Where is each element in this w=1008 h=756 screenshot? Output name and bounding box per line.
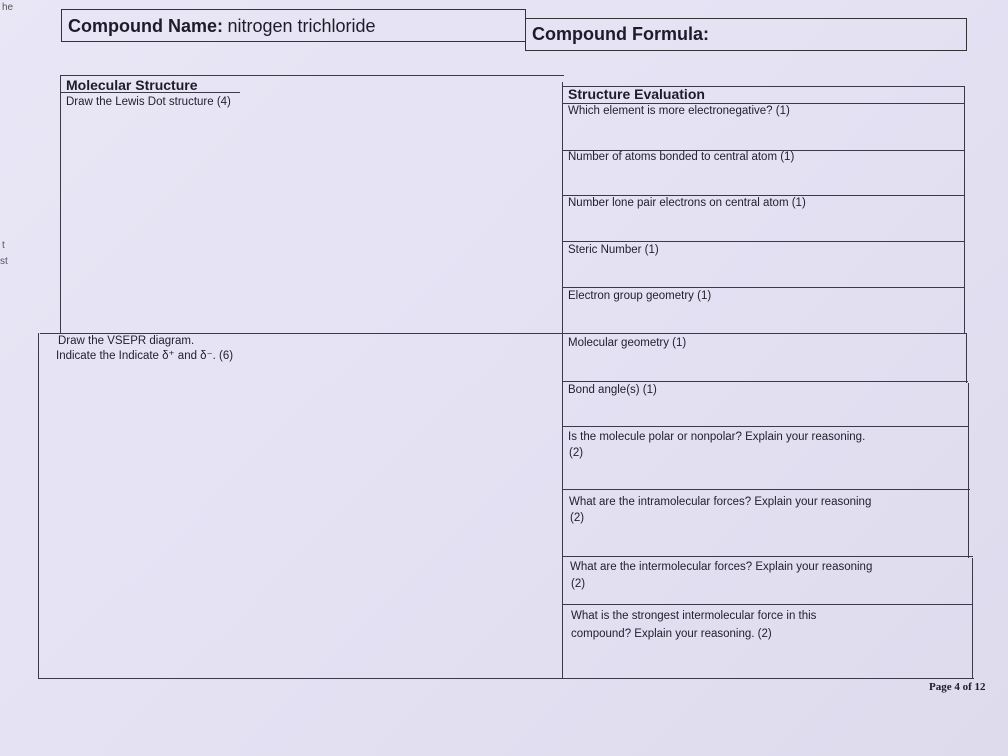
question-strongest-force-line1: What is the strongest intermolecular force in this: [571, 610, 817, 622]
page-number: Page 4 of 12: [929, 681, 986, 693]
question-lone-pairs: Number lone pair electrons on central atom (1): [568, 197, 806, 209]
question-polarity-points: (2): [569, 447, 584, 459]
row-divider: [563, 241, 965, 242]
table-border: [60, 75, 61, 333]
edge-fragment: st: [0, 256, 8, 267]
molecular-structure-title: Molecular Structure: [66, 77, 198, 93]
question-molecular-geometry: Molecular geometry (1): [568, 337, 687, 349]
question-intramolecular-points: (2): [570, 512, 585, 524]
compound-formula-label: Compound Formula: [532, 24, 703, 44]
row-divider: [563, 287, 965, 288]
question-intramolecular: What are the intramolecular forces? Explain your reasoning: [569, 496, 872, 508]
table-border: [38, 333, 39, 679]
structure-evaluation-title: Structure Evaluation: [568, 86, 705, 102]
edge-fragment: t: [2, 240, 5, 251]
compound-name-value: nitrogen trichloride: [227, 16, 376, 36]
question-electron-geometry: Electron group geometry (1): [568, 290, 712, 302]
question-bond-angles: Bond angle(s) (1): [568, 384, 657, 396]
row-divider: [563, 333, 967, 334]
vsepr-prompt-line2: Indicate the Indicate δ⁺ and δ⁻. (6): [56, 350, 234, 362]
compound-formula-box: Compound Formula:: [525, 18, 967, 51]
question-strongest-force-line2: compound? Explain your reasoning. (2): [571, 628, 772, 640]
table-border: [968, 383, 969, 558]
question-electronegative: Which element is more electronegative? (1): [568, 105, 790, 117]
row-divider: [563, 604, 973, 605]
question-intermolecular-points: (2): [571, 578, 586, 590]
row-divider: [563, 489, 970, 490]
row-divider: [563, 381, 968, 382]
edge-fragment: he: [2, 2, 14, 13]
lewis-dot-prompt: Draw the Lewis Dot structure (4): [66, 96, 231, 108]
vsepr-prompt-line1: Draw the VSEPR diagram.: [58, 335, 195, 347]
question-intermolecular: What are the intermolecular forces? Explain your reasoning: [570, 561, 873, 573]
table-border: [972, 558, 973, 679]
table-border: [964, 86, 965, 333]
compound-name-box: Compound Name: nitrogen trichloride: [61, 9, 526, 42]
row-divider: [563, 556, 973, 557]
table-border: [966, 333, 967, 383]
row-divider: [563, 426, 969, 427]
compound-name-label: Compound Name: [68, 16, 218, 36]
question-polarity: Is the molecule polar or nonpolar? Explain your reasoning.: [568, 431, 866, 443]
question-steric-number: Steric Number (1): [568, 244, 659, 256]
question-atoms-bonded: Number of atoms bonded to central atom (1): [568, 151, 795, 163]
table-border: [38, 678, 974, 679]
